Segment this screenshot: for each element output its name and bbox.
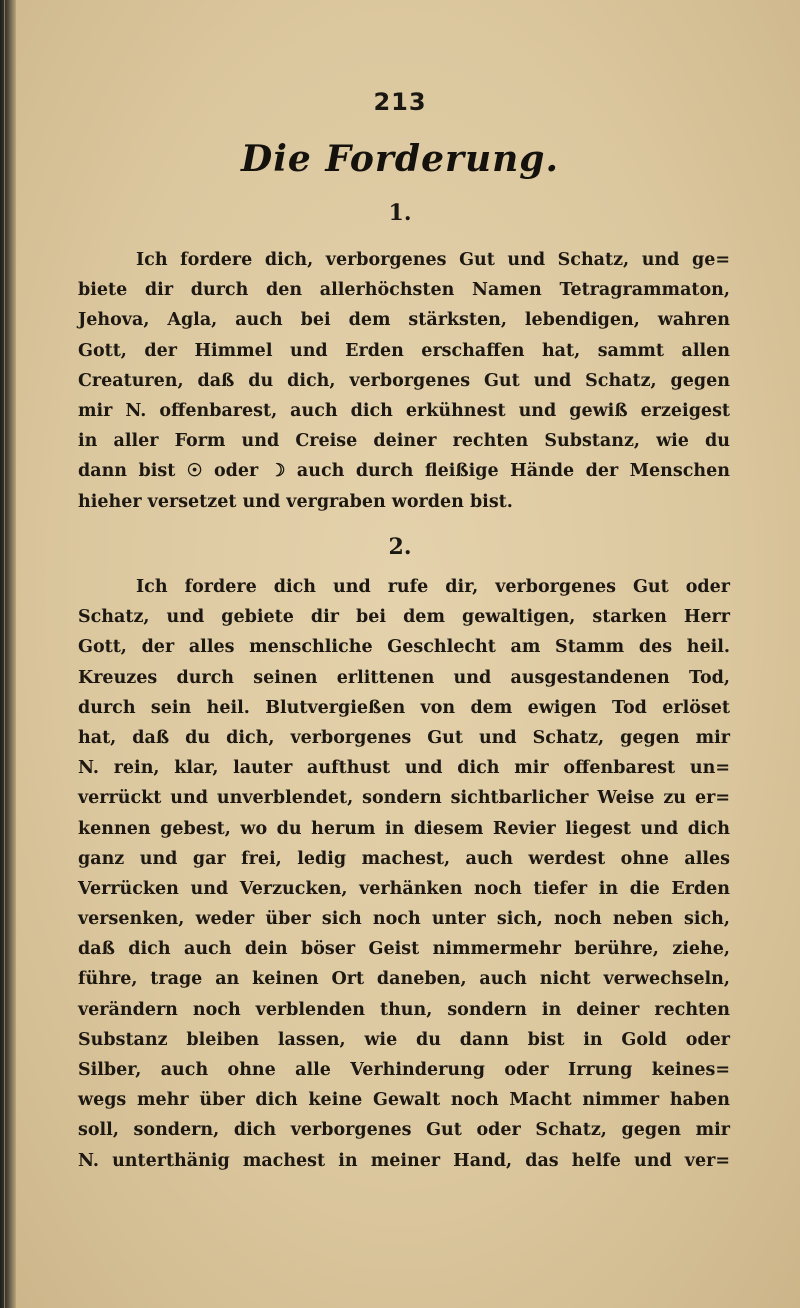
page-number: 213 <box>373 88 427 116</box>
text-line: Kreuzes durch seinen erlittenen und ausgestandenen Tod, <box>78 667 730 688</box>
text-line: ganz und gar frei, ledig machest, auch werdest ohne alles <box>78 848 730 869</box>
section-1-paragraph <box>78 245 730 517</box>
text-line: dann bist ☉ oder ☽ auch durch fleißige Hände der Menschen <box>78 461 730 482</box>
text-line: verrückt und unverblendet, sondern sichtbarlicher Weise zu er= <box>78 788 730 809</box>
text-line: durch sein heil. Blutvergießen von dem ewigen Tod erlöset <box>78 697 730 718</box>
gutter-line <box>4 0 5 1308</box>
text-line: Creaturen, daß du dich, verborgenes Gut und Schatz, gegen <box>78 370 730 391</box>
section-number-2: 2. <box>388 534 412 560</box>
text-line: N. rein, klar, lauter aufthust und dich mir offenbarest un= <box>78 758 730 779</box>
text-line: biete dir durch den allerhöchsten Namen Tetragrammaton, <box>78 280 730 301</box>
text-line: Silber, auch ohne alle Verhinderung oder Irrung keines= <box>78 1060 730 1080</box>
text-line: kennen gebest, wo du herum in diesem Revier liegest und dich <box>78 818 730 839</box>
text-line: Schatz, und gebiete dir bei dem gewaltigen, starken Herr <box>78 607 730 628</box>
text-line: mir N. offenbarest, auch dich erkühnest und gewiß erzeigest <box>78 400 730 421</box>
text-line: wegs mehr über dich keine Gewalt noch Macht nimmer haben <box>78 1090 730 1111</box>
text-line: verändern noch verblenden thun, sondern in deiner rechten <box>78 999 730 1020</box>
text-line: führe, trage an keinen Ort daneben, auch nicht verwechseln, <box>78 969 730 990</box>
text-line: Jehova, Agla, auch bei dem stärksten, lebendigen, wahren <box>78 310 730 331</box>
text-line: N. unterthänig machest in meiner Hand, das helfe und ver= <box>78 1150 730 1171</box>
text-line: soll, sondern, dich verborgenes Gut oder Schatz, gegen mir <box>78 1120 730 1141</box>
text-line: Ich fordere dich, verborgenes Gut und Schatz, und ge= <box>136 250 730 270</box>
text-line: in aller Form und Creise deiner rechten Substanz, wie du <box>78 431 730 452</box>
text-line: Verrücken und Verzucken, verhänken noch tiefer in die Erden <box>78 878 730 899</box>
book-gutter <box>0 0 16 1308</box>
text-line: daß dich auch dein böser Geist nimmermehr berühre, ziehe, <box>78 939 730 960</box>
text-line: Substanz bleiben lassen, wie du dann bist in Gold oder <box>78 1029 730 1050</box>
text-line: Gott, der Himmel und Erden erschaffen hat, sammt allen <box>78 340 730 361</box>
text-line: hieher versetzet und vergraben worden bist. <box>78 491 513 512</box>
section-2-paragraph <box>78 572 730 1176</box>
chapter-title: Die Forderung. <box>241 138 559 180</box>
text-line: Gott, der alles menschliche Geschlecht am Stamm des heil. <box>78 637 730 658</box>
section-number-1: 1. <box>388 200 412 226</box>
text-line: versenken, weder über sich noch unter sich, noch neben sich, <box>78 909 730 930</box>
text-line: hat, daß du dich, verborgenes Gut und Schatz, gegen mir <box>78 727 730 748</box>
text-line: Ich fordere dich und rufe dir, verborgenes Gut oder <box>136 577 730 597</box>
